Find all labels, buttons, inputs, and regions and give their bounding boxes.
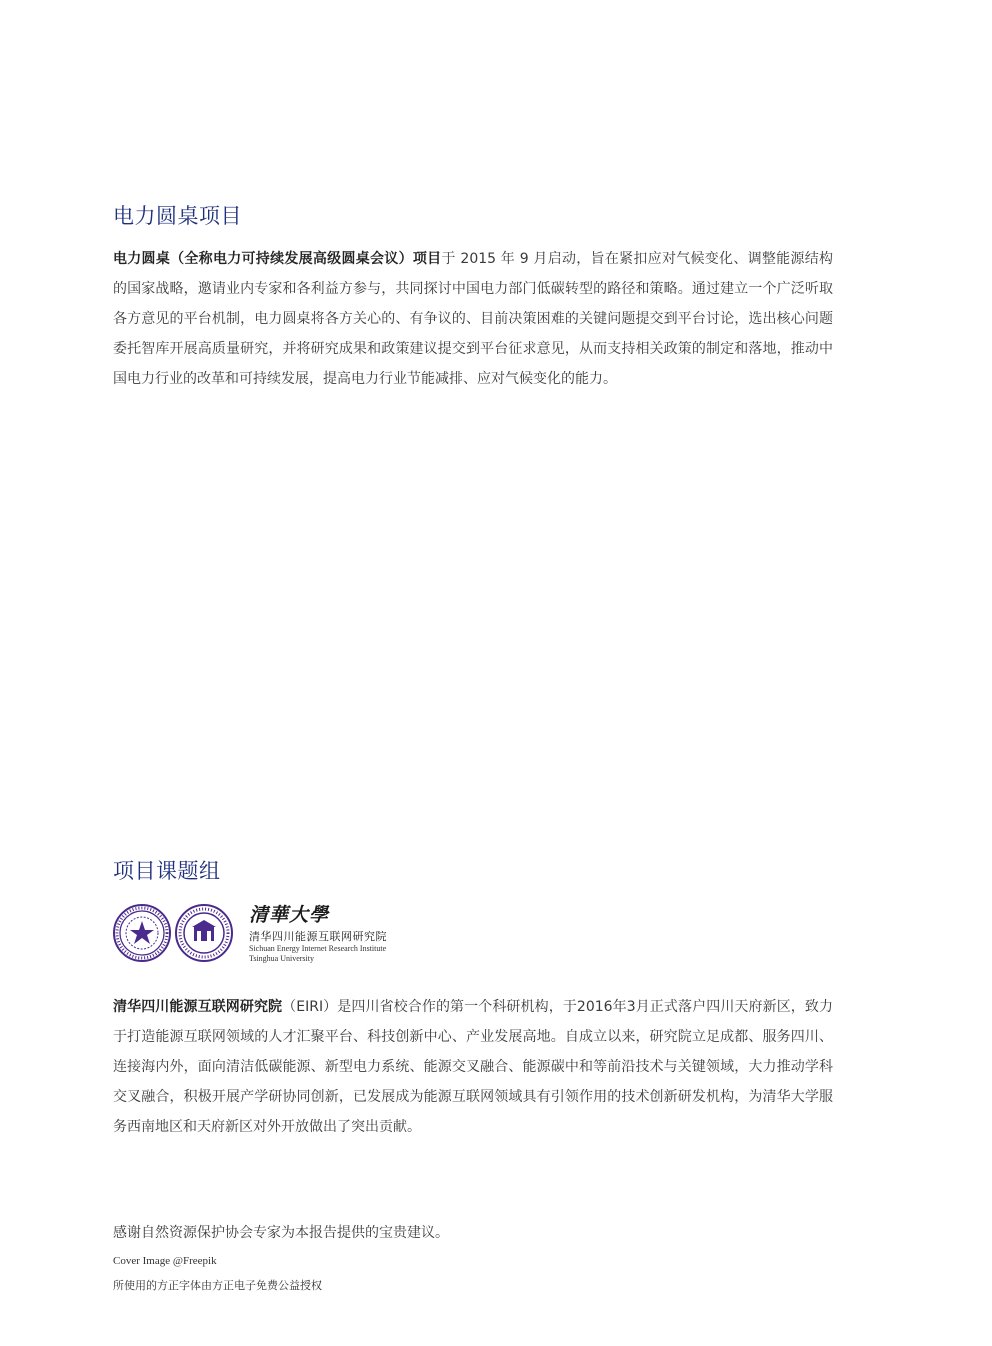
font-license-note: 所使用的方正字体由方正电子免费公益授权 — [113, 1279, 322, 1292]
section-title-power-roundtable: 电力圆桌项目 — [113, 204, 242, 228]
eiri-bold-lead: 清华四川能源互联网研究院 — [113, 999, 283, 1015]
eiri-seal-icon — [175, 904, 233, 962]
eiri-chinese-name: 清华四川能源互联网研究院 — [249, 930, 387, 943]
tsinghua-seal-icon — [113, 904, 171, 962]
cover-image-credit: Cover Image @Freepik — [113, 1255, 217, 1267]
acknowledgement-text: 感谢自然资源保护协会专家为本报告提供的宝贵建议。 — [113, 1225, 449, 1241]
eiri-body: （EIRI）是四川省校合作的第一个科研机构，于2016年3月正式落户四川天府新区，致力于打造能源互联网领域的人才汇聚平台、科技创新中心、产业发展高地。自成立以来，研究院立足成都、服务四川、连接海内外，面向清洁低碳能源、新型电力系统、能源交叉融合、能源碳中和等前沿技术与关键领域，大力推动学科交叉融合，积极开展产学研协同创新，已发展成为能源互联网领域具有引领作用的技术创新研发机构，为清华大学服务西南地区和天府新区对外开放做出了突出贡献。 — [113, 999, 833, 1135]
eiri-logo-wordmark — [249, 904, 419, 964]
eiri-description — [113, 992, 833, 1142]
eiri-english-name: Sichuan Energy Internet Research Institute — [249, 944, 387, 953]
tsinghua-english-name: Tsinghua University — [249, 954, 314, 963]
section-title-project-team: 项目课题组 — [113, 859, 221, 883]
tsinghua-calligraphy-logo: 清華大學 — [249, 904, 330, 926]
power-roundtable-body: 于 2015 年 9 月启动，旨在紧扣应对气候变化、调整能源结构的国家战略，邀请业内专家和各利益方参与，共同探讨中国电力部门低碳转型的路径和策略。通过建立一个广泛听取各方意见的平台机制，电力圆桌将各方关心的、有争议的、目前决策困难的关键问题提交到平台讨论，选出核心问题委托智库开展高质量研究，并将研究成果和政策建议提交到平台征求意见，从而支持相关政策的制定和落地，推动中国电力行业的改革和可持续发展，提高电力行业节能减排、应对气候变化的能力。 — [113, 251, 834, 387]
power-roundtable-bold-lead: 电力圆桌（全称电力可持续发展高级圆桌会议）项目 — [113, 251, 442, 267]
institute-logos — [113, 904, 413, 966]
power-roundtable-description — [113, 244, 833, 394]
